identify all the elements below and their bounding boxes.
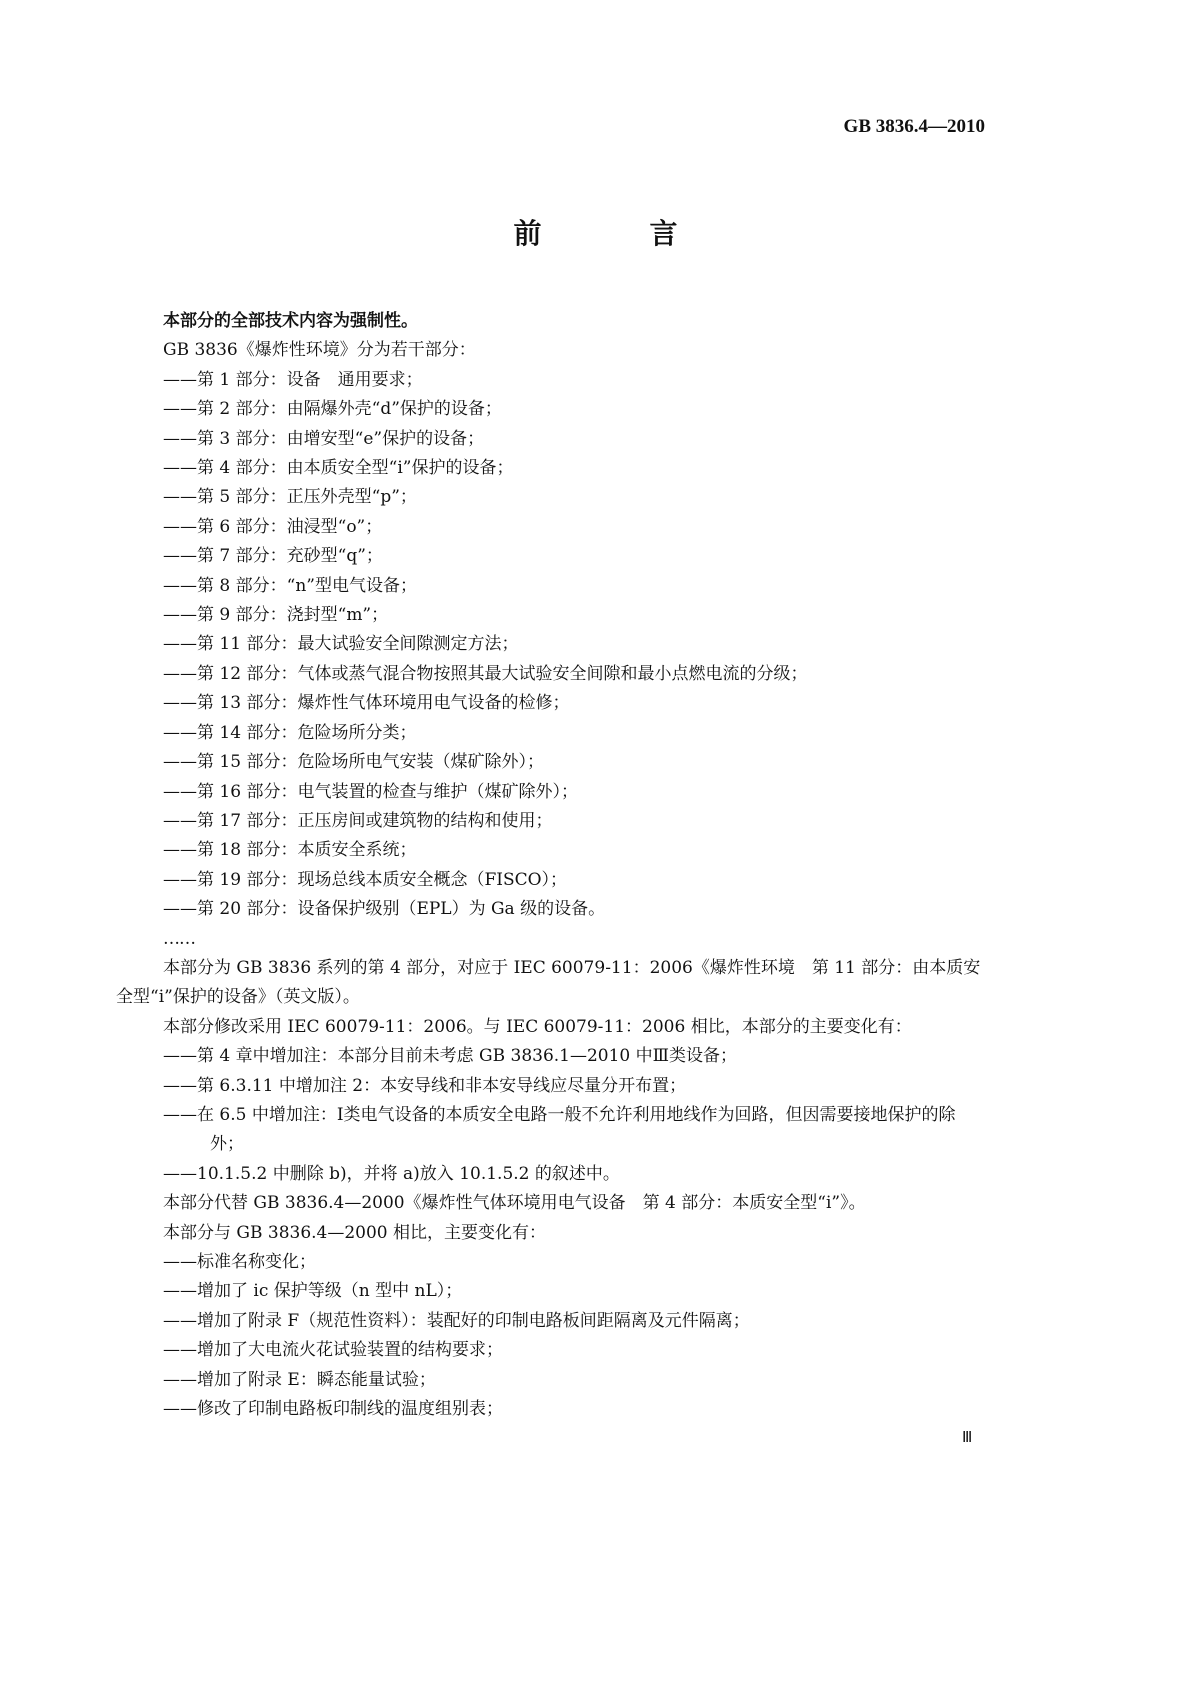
list-item: ——第 6 部分：油浸型“o”； (163, 516, 383, 537)
document-body (116, 307, 986, 1424)
list-item: ——第 18 部分：本质安全系统； (163, 840, 417, 861)
parts-list (116, 366, 986, 925)
list-item: ——增加了附录 F（规范性资料）：装配好的印制电路板间距隔离及元件隔离； (163, 1310, 750, 1331)
list-item: ——第 11 部分：最大试验安全间隙测定方法； (163, 634, 519, 655)
list-item: ——第 19 部分：现场总线本质安全概念（FISCO）； (163, 869, 568, 890)
list-item: ——标准名称变化； (163, 1252, 316, 1272)
list-item: ——第 4 部分：由本质安全型“i”保护的设备； (163, 458, 514, 479)
replaces-paragraph: 本部分代替 GB 3836.4—2000《爆炸性气体环境用电气设备 第 4 部分：本质安全型“i”》。 (163, 1193, 866, 1214)
page-number: Ⅲ (962, 1430, 973, 1446)
list-item: ——第 8 部分：“n”型电气设备； (163, 575, 417, 596)
list-item: ——第 4 章中增加注：本部分目前未考虑 GB 3836.1—2010 中Ⅲ类设备； (163, 1046, 738, 1067)
list-item: ——第 3 部分：由增安型“e”保护的设备； (163, 428, 485, 449)
list-item: ——第 7 部分：充砂型“q”； (163, 546, 383, 567)
list-item: ——第 6.3.11 中增加注 2：本安导线和非本安导线应尽量分开布置； (163, 1075, 687, 1096)
ellipsis: …… (163, 928, 195, 949)
mandatory-statement: 本部分的全部技术内容为强制性。 (163, 311, 418, 331)
list-item: ——修改了印制电路板印制线的温度组别表； (163, 1399, 503, 1420)
series-intro: GB 3836《爆炸性环境》分为若干部分： (163, 340, 476, 361)
list-item: ——第 15 部分：危险场所电气安装（煤矿除外）； (163, 752, 544, 773)
modification-intro: 本部分修改采用 IEC 60079-11：2006。与 IEC 60079-11：2006 相比，本部分的主要变化有： (163, 1016, 912, 1037)
changes-intro: 本部分与 GB 3836.4—2000 相比，主要变化有： (163, 1222, 547, 1243)
correspondence-paragraph: 本部分为 GB 3836 系列的第 4 部分，对应于 IEC 60079-11：2006《爆炸性环境 第 11 部分：由本质安全型“i”保护的设备》（英文版）。 (116, 957, 981, 1008)
list-item: ——第 20 部分：设备保护级别（EPL）为 Ga 级的设备。 (163, 899, 606, 920)
list-item: ——10.1.5.2 中删除 b)，并将 a)放入 10.1.5.2 的叙述中。 (163, 1163, 620, 1184)
list-item: ——第 12 部分：气体或蒸气混合物按照其最大试验安全间隙和最小点燃电流的分级； (163, 663, 808, 684)
list-item: ——第 13 部分：爆炸性气体环境用电气设备的检修； (163, 693, 570, 714)
changes-list (116, 1248, 986, 1424)
list-item: ——第 9 部分：浇封型“m”； (163, 605, 389, 626)
list-item: ——第 5 部分：正压外壳型“p”； (163, 487, 417, 508)
list-item: ——在 6.5 中增加注：Ⅰ类电气设备的本质安全电路一般不允许利用地线作为回路，但因需要接地保护的除外； (163, 1104, 956, 1155)
list-item: ——第 16 部分：电气装置的检查与维护（煤矿除外）； (163, 781, 578, 802)
document-number: GB 3836.4—2010 (843, 116, 985, 137)
list-item: ——增加了 ic 保护等级（n 型中 nL）； (163, 1281, 463, 1302)
list-item: ——第 2 部分：由隔爆外壳“d”保护的设备； (163, 399, 502, 420)
page-title: 前 言 (513, 217, 718, 250)
list-item: ——第 1 部分：设备 通用要求； (163, 369, 423, 390)
list-item: ——增加了大电流火花试验装置的结构要求； (163, 1340, 503, 1361)
modifications-list (116, 1042, 986, 1189)
list-item: ——第 17 部分：正压房间或建筑物的结构和使用； (163, 810, 553, 831)
list-item: ——第 14 部分：危险场所分类； (163, 722, 417, 743)
list-item: ——增加了附录 E：瞬态能量试验； (163, 1369, 436, 1390)
